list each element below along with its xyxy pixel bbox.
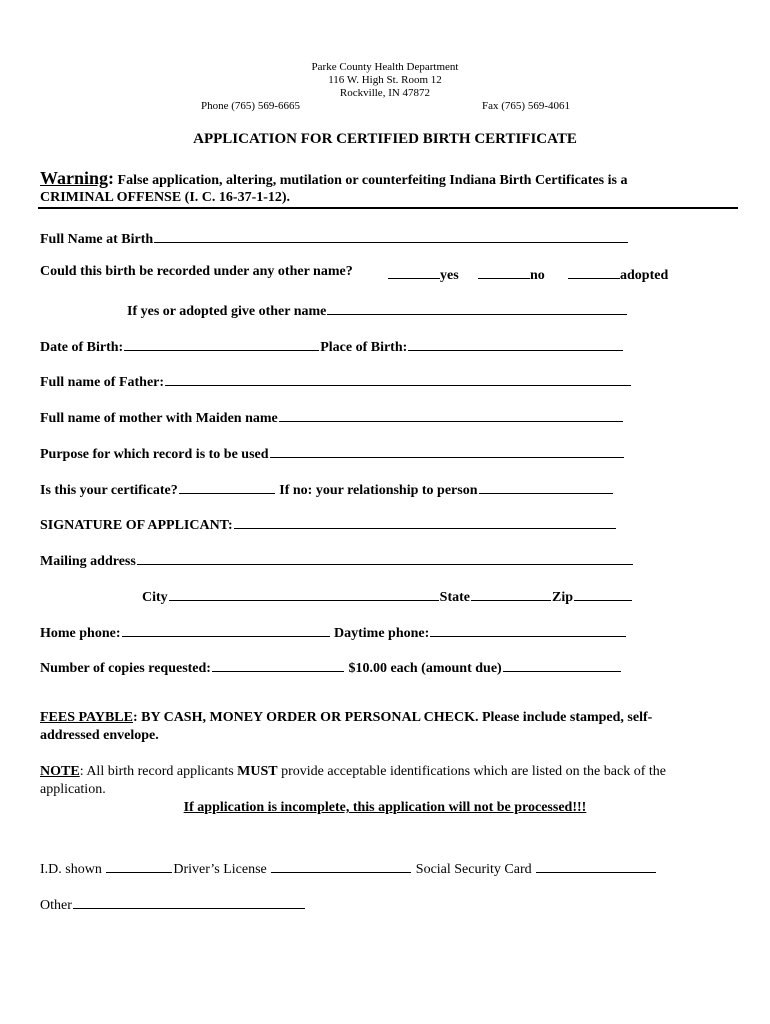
signature-field[interactable] bbox=[234, 514, 616, 529]
drivers-license-field[interactable] bbox=[271, 858, 411, 873]
id-row bbox=[40, 858, 657, 878]
mother-field[interactable] bbox=[279, 407, 623, 422]
purpose-field[interactable] bbox=[270, 443, 624, 458]
city-label: City bbox=[142, 590, 168, 605]
zip-field[interactable] bbox=[574, 586, 632, 601]
mailing-field[interactable] bbox=[137, 550, 633, 565]
full-name-field[interactable] bbox=[154, 228, 628, 243]
mailing-label: Mailing address bbox=[40, 554, 136, 569]
note-colon: : bbox=[79, 764, 84, 779]
fees-colon: : bbox=[132, 710, 138, 725]
adopted-label: adopted bbox=[620, 268, 669, 283]
no-label: no bbox=[530, 268, 545, 283]
full-name-row bbox=[40, 228, 629, 248]
warning-label: Warning bbox=[40, 168, 109, 188]
note-label: NOTE bbox=[40, 764, 80, 779]
divider-rule bbox=[38, 207, 738, 209]
department-address: 116 W. High St. Room 12 bbox=[328, 74, 442, 86]
father-label: Full name of Father: bbox=[40, 375, 165, 390]
other-name-field[interactable] bbox=[327, 300, 627, 315]
no-blank[interactable] bbox=[478, 264, 530, 279]
option-no bbox=[478, 264, 545, 284]
signature-row bbox=[40, 514, 617, 534]
adopted-blank[interactable] bbox=[568, 264, 620, 279]
purpose-row bbox=[40, 443, 625, 463]
fees-line-1 bbox=[40, 710, 652, 726]
city-field[interactable] bbox=[169, 586, 439, 601]
note-post: provide acceptable identifications which are listed on the back of the bbox=[281, 764, 666, 779]
warning-text: False application, altering, mutilation or counterfeiting Indiana Birth Certificates is a bbox=[117, 173, 628, 188]
id-shown-label: I.D. shown bbox=[40, 862, 102, 877]
department-name: Parke County Health Department bbox=[311, 61, 459, 73]
yes-blank[interactable] bbox=[388, 264, 440, 279]
home-phone-field[interactable] bbox=[122, 622, 330, 637]
warning-line-1 bbox=[40, 168, 627, 189]
fees-text: BY CASH, MONEY ORDER OR PERSONAL CHECK. Please include stamped, self- bbox=[141, 710, 653, 725]
state-field[interactable] bbox=[471, 586, 551, 601]
state-label: State bbox=[439, 590, 470, 605]
note-must: MUST bbox=[237, 764, 278, 779]
yes-label: yes bbox=[440, 268, 459, 283]
other-name-question: Could this birth be recorded under any other name? bbox=[40, 264, 353, 279]
ssc-field[interactable] bbox=[536, 858, 656, 873]
department-phone: Phone (765) 569-6665 bbox=[201, 100, 300, 112]
warning-colon: : bbox=[108, 168, 115, 188]
note-pre: All birth record applicants bbox=[86, 764, 234, 779]
relationship-field[interactable] bbox=[479, 479, 613, 494]
ssc-label: Social Security Card bbox=[415, 862, 532, 877]
other-id-row bbox=[40, 894, 306, 914]
mother-row bbox=[40, 407, 624, 427]
signature-label: SIGNATURE OF APPLICANT: bbox=[40, 518, 233, 533]
dob-field[interactable] bbox=[124, 336, 319, 351]
copies-field[interactable] bbox=[212, 657, 344, 672]
purpose-label: Purpose for which record is to be used bbox=[40, 447, 269, 462]
other-name-label: If yes or adopted give other name bbox=[127, 304, 327, 319]
father-row bbox=[40, 371, 632, 391]
day-phone-label: Daytime phone: bbox=[334, 626, 430, 641]
incomplete-warning: If application is incomplete, this application will not be processed!!! bbox=[183, 800, 587, 815]
id-shown-field[interactable] bbox=[106, 858, 172, 873]
drivers-license-label: Driver’s License bbox=[173, 862, 267, 877]
note-line-1 bbox=[40, 764, 666, 780]
city-row bbox=[142, 586, 633, 606]
mother-label: Full name of mother with Maiden name bbox=[40, 411, 278, 426]
dob-label: Date of Birth: bbox=[40, 340, 124, 355]
copies-label: Number of copies requested: bbox=[40, 661, 211, 676]
day-phone-field[interactable] bbox=[430, 622, 626, 637]
mailing-row bbox=[40, 550, 634, 570]
warning-line-2: CRIMINAL OFFENSE (I. C. 16-37-1-12). bbox=[40, 190, 291, 205]
other-id-field[interactable] bbox=[73, 894, 305, 909]
other-name-row bbox=[127, 300, 628, 320]
other-id-label: Other bbox=[40, 898, 72, 913]
zip-label: Zip bbox=[552, 590, 574, 605]
home-phone-label: Home phone: bbox=[40, 626, 121, 641]
option-adopted bbox=[568, 264, 668, 284]
note-line-2: application. bbox=[40, 782, 106, 797]
copies-row bbox=[40, 657, 622, 677]
amount-due-field[interactable] bbox=[503, 657, 621, 672]
father-field[interactable] bbox=[165, 371, 631, 386]
fees-line-2: addressed envelope. bbox=[40, 728, 159, 743]
fees-label: FEES PAYBLE bbox=[40, 710, 133, 725]
department-fax: Fax (765) 569-4061 bbox=[482, 100, 570, 112]
phone-row bbox=[40, 622, 627, 642]
pob-field[interactable] bbox=[408, 336, 623, 351]
birth-row bbox=[40, 336, 624, 356]
relationship-label: If no: your relationship to person bbox=[279, 483, 478, 498]
option-yes bbox=[388, 264, 459, 284]
your-cert-label: Is this your certificate? bbox=[40, 483, 178, 498]
your-cert-field[interactable] bbox=[179, 479, 275, 494]
pob-label: Place of Birth: bbox=[320, 340, 408, 355]
certificate-row bbox=[40, 479, 614, 499]
full-name-label: Full Name at Birth bbox=[40, 232, 154, 247]
department-city: Rockville, IN 47872 bbox=[339, 87, 431, 99]
form-title: APPLICATION FOR CERTIFIED BIRTH CERTIFICATE bbox=[193, 131, 577, 147]
fee-each-label: $10.00 each (amount due) bbox=[348, 661, 502, 676]
